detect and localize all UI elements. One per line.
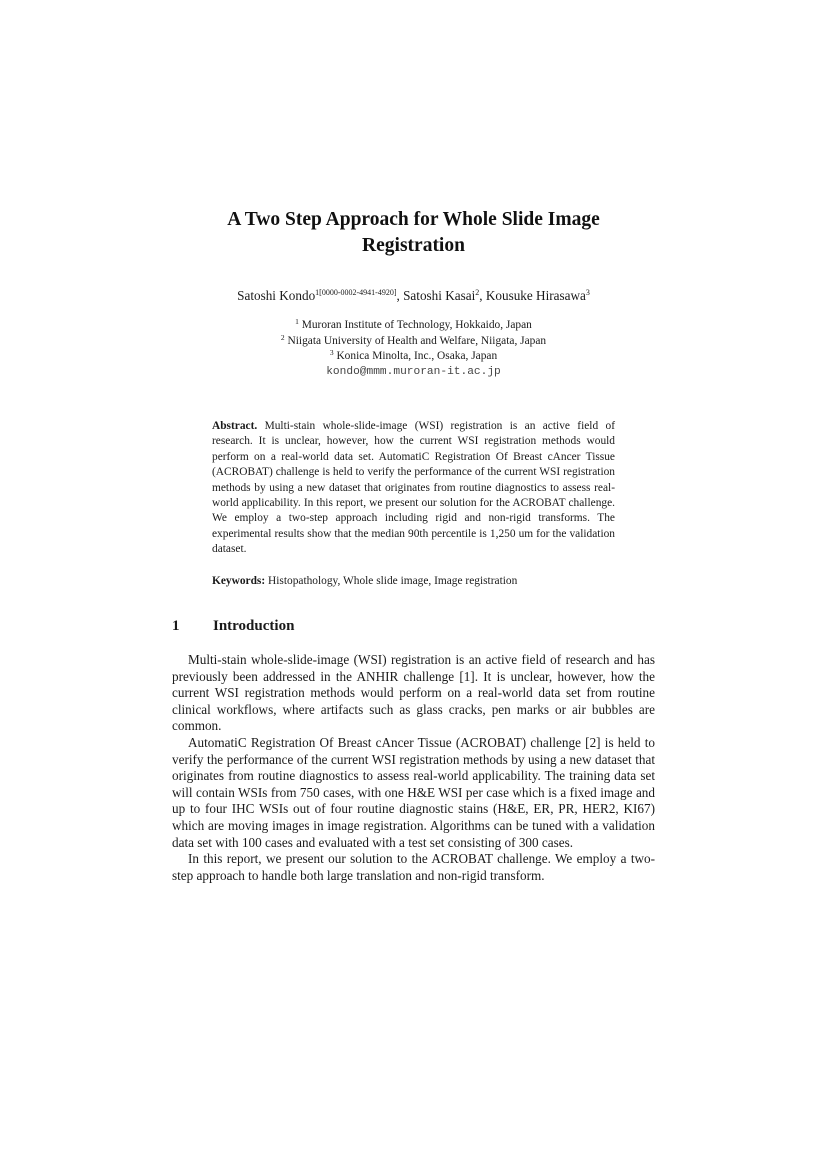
- author-affil-sup: 3: [585, 288, 590, 297]
- abstract-text: Multi-stain whole-slide-image (WSI) registration is an active field of research. It is unclear, however, how the current WSI registration methods would perform on a real-world data set. AutomatiC Registration Of Breast cAncer Tissue (ACROBAT) challenge is held to verify the performance of the current WSI registration methods by using a new dataset that originates from routine diagnostics to assess real-world applicability. In this report, we present our solution for the ACROBAT challenge. We employ a two-step approach including rigid and non-rigid transforms. The experimental results show that the median 90th percentile is 1,250 um for the validation dataset.: [212, 420, 615, 556]
- title-line-1: A Two Step Approach for Whole Slide Image: [227, 209, 600, 230]
- author-affil-sup: 1[0000-0002-4941-4920]: [315, 288, 397, 297]
- affil-sup: 2: [280, 332, 285, 342]
- section-title: Introduction: [213, 618, 295, 634]
- paragraph: AutomatiC Registration Of Breast cAncer Tissue (ACROBAT) challenge [2] is held to verify the performance of the current WSI registration methods by using a new dataset that originates from routine diagnostics to assess real-world applicability. The training data set will contain WSIs from 750 cases, with one H&E WSI per case which is a fixed image and up to four IHC WSIs out of four routine diagnostic stains (H&E, ER, PR, HER2, KI67) which are moving images in image registration. Algorithms can be tuned with a validation data set with 100 cases and evaluated with a test set consisting of 300 cases.: [172, 734, 655, 850]
- paragraph: Multi-stain whole-slide-image (WSI) registration is an active field of research and has previously been addressed in the ANHIR challenge [1]. It is unclear, however, how the current WSI registration methods would perform on a real-world data set from routine clinical workflows, where artifacts such as glass cracks, pen marks or air bubbles are common.: [172, 652, 655, 734]
- section-number: 1: [172, 618, 180, 634]
- section-body: [172, 652, 655, 884]
- abstract: [212, 419, 615, 558]
- keywords: [212, 574, 615, 589]
- keywords-text: Histopathology, Whole slide image, Image registration: [268, 575, 518, 587]
- affil-text: Konica Minolta, Inc., Osaka, Japan: [336, 350, 498, 362]
- paper-title: [160, 207, 667, 259]
- affiliation: [160, 349, 667, 365]
- paragraph: In this report, we present our solution to the ACROBAT challenge. We employ a two-step approach to handle both large translation and non-rigid transform.: [172, 851, 655, 883]
- affil-text: Niigata University of Health and Welfare, Niigata, Japan: [287, 334, 547, 347]
- author-affil-sup: 2: [475, 288, 480, 297]
- contact-email: kondo@mmm.muroran-it.ac.jp: [326, 365, 501, 378]
- author-list: Satoshi Kondo$^{1[0000-0002-4941-4920]}$, Satoshi Kasai$^2$, Kousuke Hirasawa$^3$: [237, 288, 590, 303]
- abstract-label: Abstract.: [212, 420, 258, 432]
- affil-text: Muroran Institute of Technology, Hokkaido, Japan: [301, 319, 532, 331]
- affiliations: [160, 318, 667, 380]
- author-name: Kousuke Hirasawa: [485, 288, 586, 303]
- section-heading: [172, 616, 294, 636]
- author-name: Satoshi Kasai: [403, 288, 476, 303]
- affil-sup: 1: [295, 317, 299, 326]
- author-name: Satoshi Kondo: [237, 288, 316, 303]
- affil-sup: 3: [329, 348, 334, 357]
- affiliation: [160, 318, 667, 334]
- title-line-2: Registration: [362, 235, 465, 256]
- affiliation: [160, 334, 667, 350]
- keywords-label: Keywords:: [212, 575, 266, 587]
